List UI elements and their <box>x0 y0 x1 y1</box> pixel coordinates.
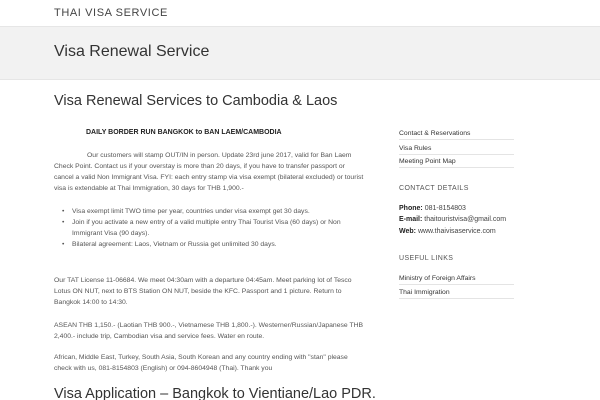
site-header <box>0 0 600 26</box>
list-item-text: Visa exempt limit TWO time per year, countries under visa exempt get 30 days. <box>72 208 310 215</box>
useful-links-heading: USEFUL LINKS <box>399 255 454 262</box>
sidebar-link-foreign-affairs[interactable]: Ministry of Foreign Affairs <box>399 275 514 285</box>
email-label: E-mail: <box>399 216 423 223</box>
pricing-paragraph: ASEAN THB 1,150.- (Laotian THB 900.-, Vietnamese THB 1,800.-). Westerner/Russian/Japanese THB 2,400.- include trip, Cambodian visa and service fees. Water en route. <box>54 322 364 340</box>
phone-label: Phone: <box>399 205 423 212</box>
content-heading: Visa Renewal Services to Cambodia & Laos <box>54 93 338 109</box>
bullet-icon: • <box>62 208 65 215</box>
sidebar-link-visa-rules[interactable]: Visa Rules <box>399 145 514 155</box>
intro-paragraph: Our customers will stamp OUT/IN in person. Update 23rd june 2017, valid for Ban Laem Check Point. Contact us if your overstay is more than 20 days, if you have to transfer passport or cancel a valid Non Immigrant Visa. FYI: each entry stamp via visa exempt (bilateral excluded) or tourist visa is extendable at Thai Immigration, 30 days for THB 1,900.- <box>54 152 364 192</box>
contact-details-heading: CONTACT DETAILS <box>399 185 469 192</box>
sidebar-link-contact-reservations[interactable]: Contact & Reservations <box>399 130 514 140</box>
list-item <box>60 239 366 250</box>
web-value: www.thaivisaservice.com <box>417 228 496 235</box>
list-item-text: Bilateral agreement: Laos, Vietnam or Russia get unlimited 30 days. <box>72 241 277 248</box>
contact-web <box>399 228 496 235</box>
section-heading-vientiane: Visa Application – Bangkok to Vientiane/Lao PDR. <box>54 386 376 400</box>
bullet-icon: • <box>62 219 65 226</box>
site-title-link[interactable]: THAI VISA SERVICE <box>54 7 168 19</box>
visa-rules-list <box>60 206 366 250</box>
list-item <box>60 217 366 239</box>
sidebar-link-thai-immigration[interactable]: Thai Immigration <box>399 289 514 299</box>
border-run-subheading: DAILY BORDER RUN BANGKOK to BAN LAEM/CAMBODIA <box>86 129 282 136</box>
list-item-text: Join if you activate a new entry of a valid multiple entry Thai Tourist Visa (60 days) or Non Immigrant Visa (90 days). <box>72 219 341 237</box>
contact-note-paragraph: African, Middle East, Turkey, South Asia, South Korean and any country ending with "stan" please check with us, 081-8154803 (English) or 094-8604948 (Thai). Thank you <box>54 354 348 372</box>
web-label: Web: <box>399 228 416 235</box>
list-item <box>60 206 366 217</box>
page-hero <box>0 26 600 80</box>
license-paragraph: Our TAT License 11-06684. We meet 04:30am with a departure 04:45am. Meet parking lot of Tesco Lotus ON NUT, next to BTS Station ON NUT, beside the KFC. Passport and 1 picture. Return to Bangkok 14:00 to 14:30. <box>54 277 352 306</box>
contact-phone <box>399 205 466 212</box>
contact-email <box>399 216 506 223</box>
sidebar-link-meeting-point-map[interactable]: Meeting Point Map <box>399 158 514 168</box>
page-title: Visa Renewal Service <box>54 43 210 60</box>
bullet-icon: • <box>62 241 65 248</box>
phone-value: 081-8154803 <box>424 205 466 212</box>
email-value: thaitouristvisa@gmail.com <box>424 216 507 223</box>
